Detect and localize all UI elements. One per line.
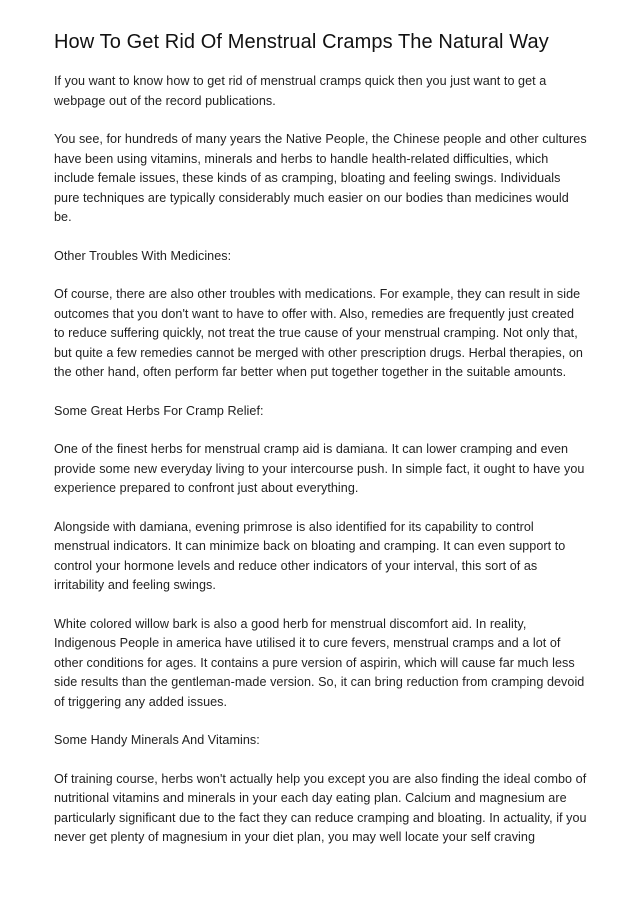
- paragraph-calcium-magnesium: Of training course, herbs won't actually help you except you are also finding the ideal combo of nutritional vitamins and minerals in your each day eating plan. Calcium and magnesium are particularly significant due to the fact they can reduce cramping and bloating. In actuality, if you never get plenty of magnesium in your diet plan, you may well locate your self craving: [54, 771, 587, 844]
- paragraph-damiana: One of the finest herbs for menstrual cramp aid is damiana. It can lower cramping and even provide some new everyday living to your intercourse push. In simple fact, it ought to have you experience prepared to confront just about everything.: [54, 442, 585, 495]
- paragraph-medication-troubles: Of course, there are also other troubles with medications. For example, they can result in side outcomes that you don't want to have to offer with. Also, remedies are frequently just created to reduce suffering quickly, not treat the true cause of your menstrual cramping. Not only that, but quite a few remedies cannot be merged with other prescription drugs. Herbal therapies, on the other hand, often perform far better when put together together in the suitable amounts.: [54, 287, 583, 379]
- section-heading-minerals-vitamins: Some Handy Minerals And Vitamins:: [54, 733, 260, 747]
- paragraph-willow-bark: White colored willow bark is also a good herb for menstrual discomfort aid. In reality, Indigenous People in america have utilised it to cure fevers, menstrual cramps and a lot of other conditions for ages. It contains a pure version of aspirin, which will cause far much less side results than the gentleman-made version. So, it can bring reduction from cramping devoid of triggering any added issues.: [54, 616, 585, 709]
- paragraph-native-people: You see, for hundreds of many years the Native People, the Chinese people and other cultures have been using vitamins, minerals and herbs to handle health-related difficulties, which include female issues, these kinds of as cramping, bloating and feeling swings. Individuals pure techniques are typically considerably much easier on our bodies than medicines would be.: [54, 132, 587, 224]
- page-title: How To Get Rid Of Menstrual Cramps The Natural Way: [54, 31, 549, 53]
- section-heading-herbs: Some Great Herbs For Cramp Relief:: [54, 403, 264, 418]
- paragraph-evening-primrose: Alongside with damiana, evening primrose is also identified for its capability to control menstrual indicators. It can minimize back on bloating and cramping. It can even support to control your hormone levels and reduce other indicators of your interval, this sort of as irritability and feeling swings.: [54, 519, 566, 592]
- paragraph-intro: If you want to know how to get rid of menstrual cramps quick then you just want to get a webpage out of the record publications.: [54, 74, 547, 108]
- section-heading-medicine-troubles: Other Troubles With Medicines:: [54, 248, 232, 263]
